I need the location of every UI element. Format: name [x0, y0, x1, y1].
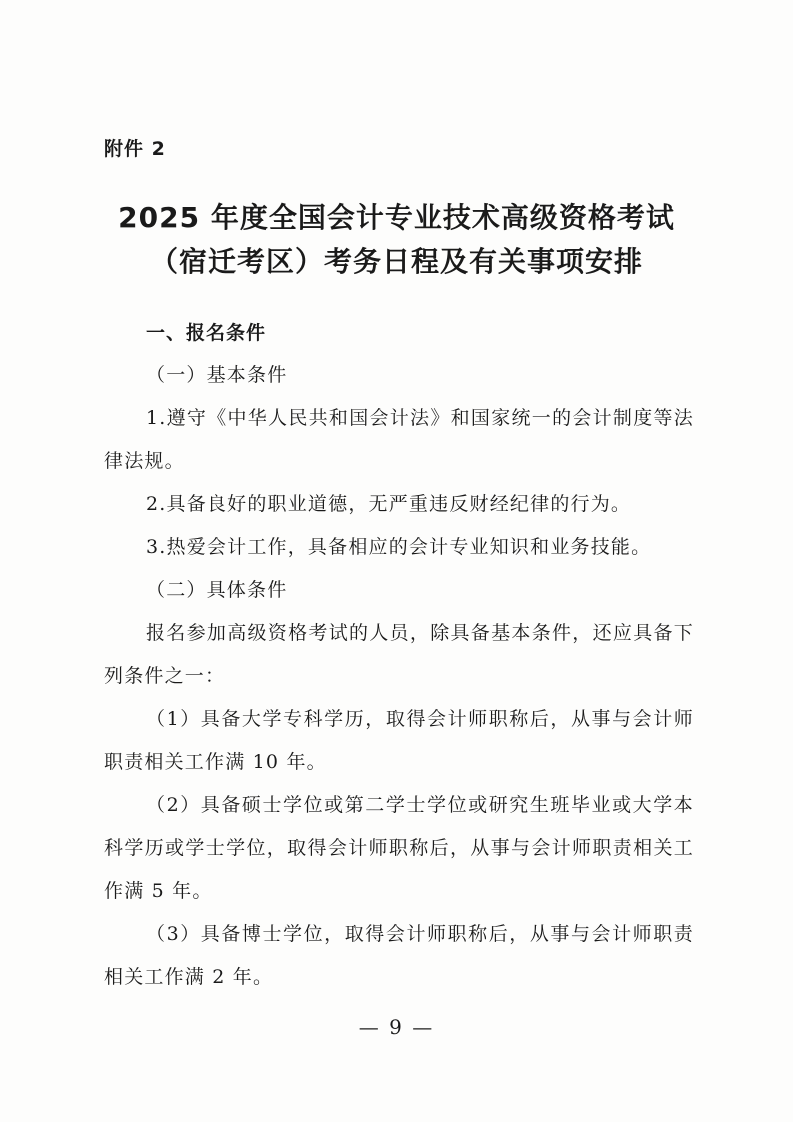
- basic-condition-1: 1.遵守《中华人民共和国会计法》和国家统一的会计制度等法律法规。: [104, 407, 694, 472]
- specific-condition-2: （2）具备硕士学位或第二学士学位或研究生班毕业或大学本科学历或学士学位，取得会计师职称后，从事与会计师职责相关工作满 5 年。: [104, 794, 694, 902]
- page-number: — 9 —: [358, 1015, 435, 1039]
- attachment-label: 附件 2: [104, 138, 166, 160]
- basic-condition-2: 2.具备良好的职业道德，无严重违反财经纪律的行为。: [146, 493, 632, 515]
- section-heading-registration: 一、报名条件: [146, 322, 267, 344]
- basic-condition-3: 3.热爱会计工作，具备相应的会计专业知识和业务技能。: [146, 536, 652, 558]
- subsection-heading-basic: （一）基本条件: [146, 364, 288, 386]
- specific-condition-3: （3）具备博士学位，取得会计师职称后，从事与会计师职责相关工作满 2 年。: [104, 923, 694, 988]
- title-line-2: （宿迁考区）考务日程及有关事项安排: [149, 245, 643, 278]
- specific-condition-1: （1）具备大学专科学历，取得会计师职称后，从事与会计师职责相关工作满 10 年。: [104, 708, 694, 773]
- subsection-heading-specific: （二）具体条件: [146, 579, 288, 601]
- specific-intro: 报名参加高级资格考试的人员，除具备基本条件，还应具备下列条件之一：: [104, 622, 694, 687]
- title-line-1: 2025 年度全国会计专业技术高级资格考试: [118, 201, 675, 234]
